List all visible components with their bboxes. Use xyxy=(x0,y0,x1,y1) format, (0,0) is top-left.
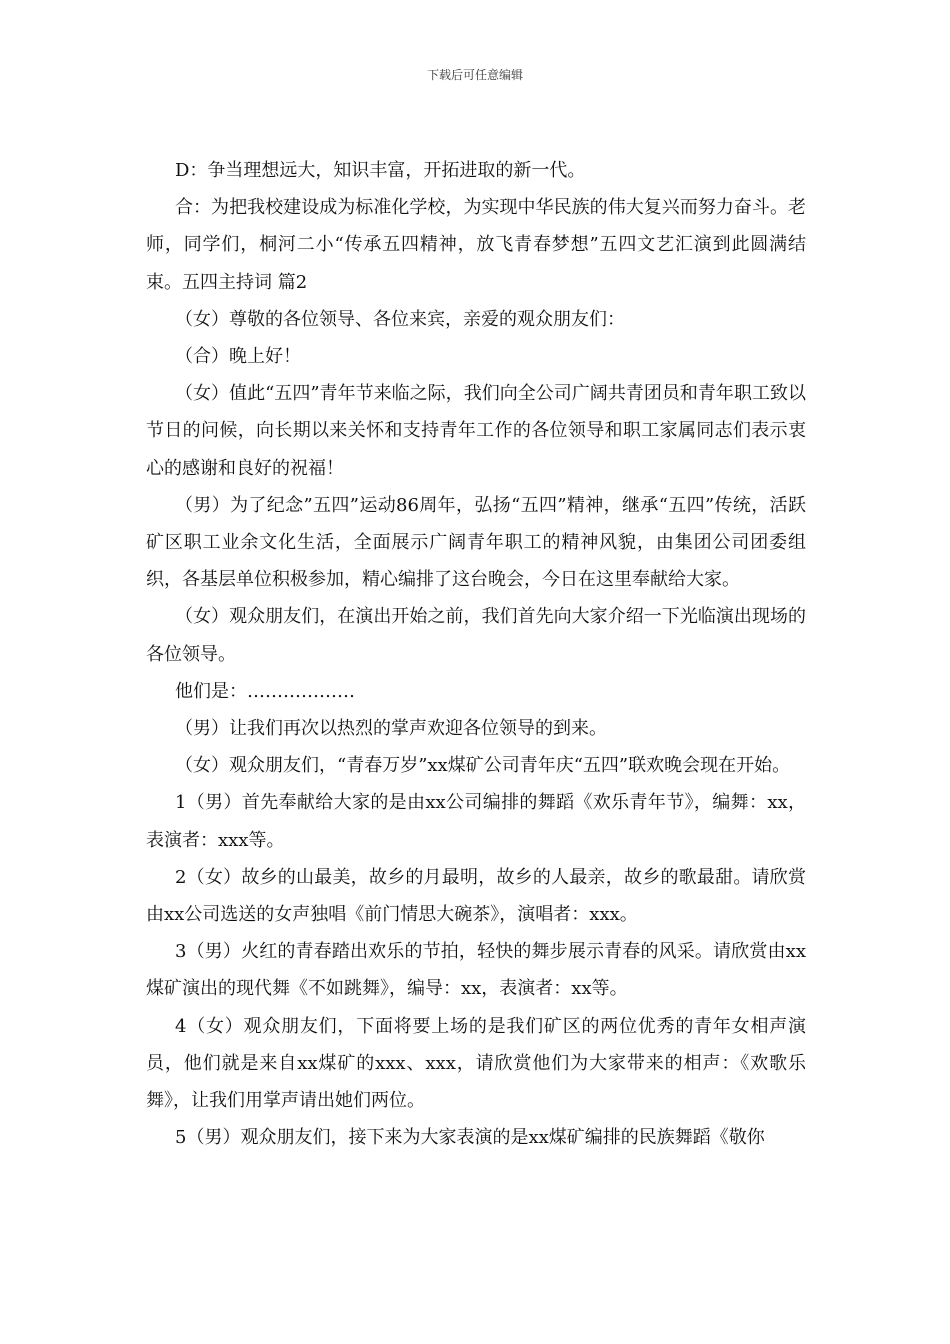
paragraph-item-3: 3（男）火红的青春踏出欢乐的节拍，轻快的舞步展示青春的风采。请欣赏由xx煤矿演出的现代舞《不如跳舞》，编导：xx，表演者：xx等。 xyxy=(146,941,806,1000)
paragraph-he-closing: 合：为把我校建设成为标准化学校，为实现中华民族的伟大复兴而努力奋斗。老师，同学们，桐河二小“传承五四精神，放飞青春梦想”五四文艺汇演到此圆满结束。五四主持词 篇2 xyxy=(146,197,806,293)
paragraph-item-4: 4（女）观众朋友们，下面将要上场的是我们矿区的两位优秀的青年女相声演员，他们就是来自xx煤矿的xxx、xxx，请欣赏他们为大家带来的相声：《欢歌乐舞》，让我们用掌声请出她们两位。 xyxy=(146,1015,806,1112)
paragraph-item-1: 1（男）首先奉献给大家的是由xx公司编排的舞蹈《欢乐青年节》，编舞：xx，表演者：xxx等。 xyxy=(146,792,806,851)
paragraph-item-2: 2（女）故乡的山最美，故乡的月最明，故乡的人最亲，故乡的歌最甜。请欣赏由xx公司选送的女声独唱《前门情思大碗茶》，演唱者：xxx。 xyxy=(146,866,806,926)
paragraph-together-good-evening: （合）晚上好！ xyxy=(175,346,301,368)
paragraph-male-welcome: （男）让我们再次以热烈的掌声欢迎各位领导的到来。 xyxy=(175,718,607,740)
page-header-note: 下载后可任意编辑 xyxy=(426,68,523,82)
paragraph-female-festival: （女）值此“五四”青年节来临之际，我们向全公司广阔共青团员和青年职工致以节日的问候，向长期以来关怀和支持青年工作的各位领导和职工家属同志们表示衷心的感谢和良好的祝福！ xyxy=(146,383,806,479)
paragraph-d-line: D：争当理想远大，知识丰富，开拓进取的新一代。 xyxy=(175,160,586,181)
paragraph-female-start: （女）观众朋友们，“青春万岁”xx煤矿公司青年庆“五四”联欢晚会现在开始。 xyxy=(175,755,791,777)
paragraph-female-introduce-leaders: （女）观众朋友们，在演出开始之前，我们首先向大家介绍一下光临演出现场的各位领导。 xyxy=(146,606,806,665)
paragraph-female-greeting: （女）尊敬的各位领导、各位来宾，亲爱的观众朋友们： xyxy=(175,308,625,330)
paragraph-male-anniversary: （男）为了纪念”五四”运动86周年，弘扬“五四”精神，继承“五四”传统，活跃矿区职工业余文化生活，全面展示广阔青年职工的精神风貌，由集团公司团委组织，各基层单位积极参加，精心编排了这台晚会，今日在这里奉献给大家。 xyxy=(146,494,806,591)
paragraph-item-5: 5（男）观众朋友们，接下来为大家表演的是xx煤矿编排的民族舞蹈《敬你 xyxy=(175,1127,765,1149)
document-body xyxy=(146,152,806,1156)
paragraph-they-are: 他们是：……………… xyxy=(175,680,355,702)
